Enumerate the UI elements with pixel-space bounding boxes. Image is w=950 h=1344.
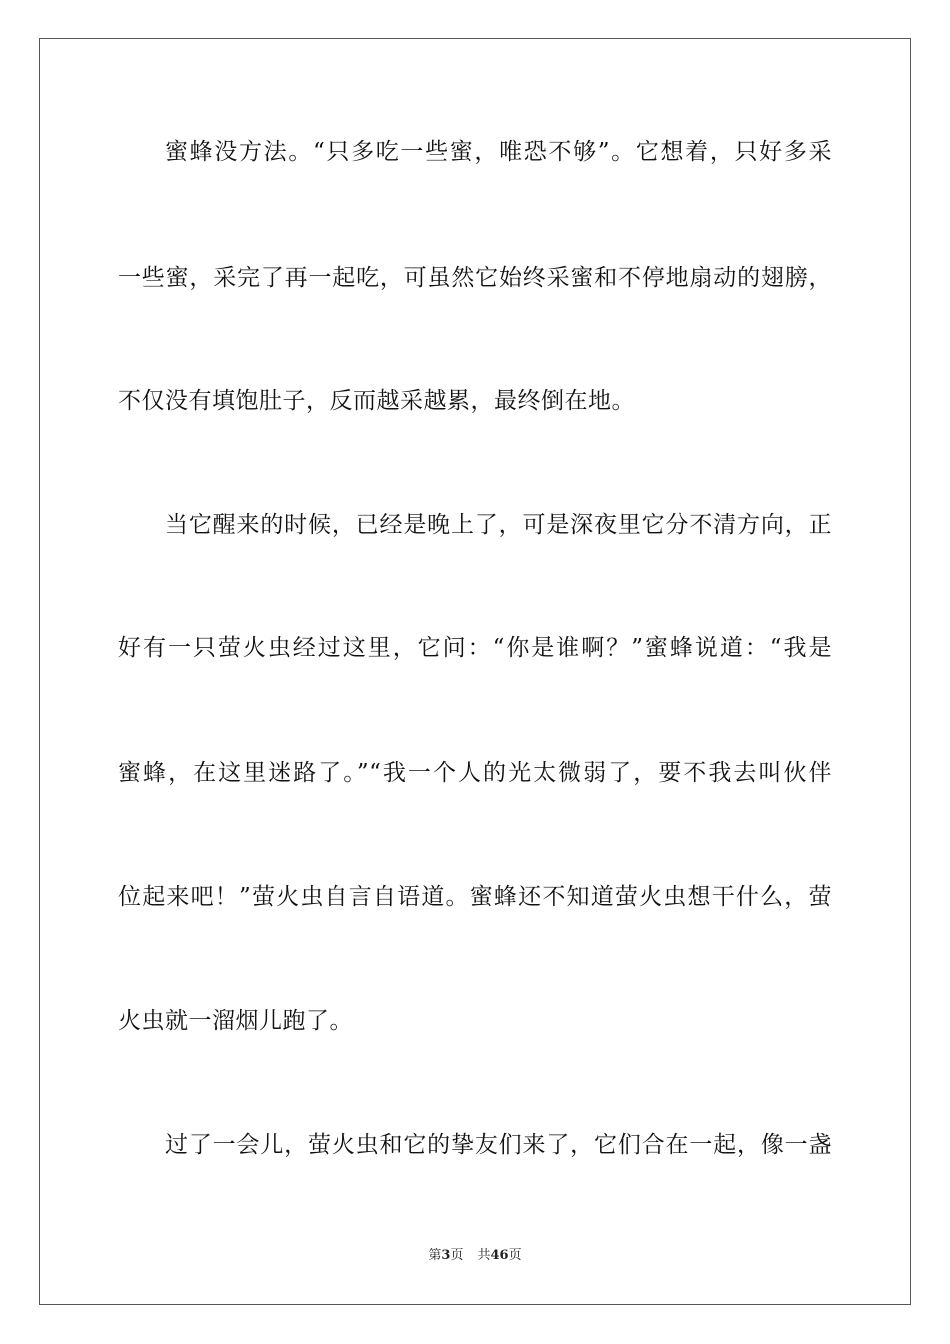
total-prefix: 共 [477,1248,491,1263]
total-suffix: 页 [508,1248,522,1263]
paragraph-1-line-3: 不仅没有填饱肚子，反而越采越累，最终倒在地。 [118,388,635,414]
paragraph-2-line-1: 当它醒来的时候，已经是晚上了，可是深夜里它分不清方向，正 [165,512,832,538]
paragraph-3-line-1: 过了一会儿，萤火虫和它的挚友们来了，它们合在一起，像一盏 [165,1132,832,1158]
paragraph-1-line-2: 一些蜜，采完了再一起吃，可虽然它始终采蜜和不停地扇动的翅膀， [118,265,832,291]
page-border [39,38,911,1305]
paragraph-2-line-3: 蜜蜂，在这里迷路了。”“我一个人的光太微弱了，要不我去叫伙伴 [118,760,832,786]
page-number: 3 [441,1248,451,1263]
total-pages: 46 [490,1248,509,1263]
paragraph-1-line-1: 蜜蜂没方法。“只多吃一些蜜，唯恐不够”。它想着，只好多采 [165,139,832,165]
paragraph-2-line-5: 火虫就一溜烟儿跑了。 [118,1008,353,1034]
page-footer [0,1247,950,1265]
page-prefix: 第 [428,1248,442,1263]
paragraph-2-line-4: 位起来吧！”萤火虫自言自语道。蜜蜂还不知道萤火虫想干什么，萤 [118,884,832,910]
paragraph-2-line-2: 好有一只萤火虫经过这里，它问：“你是谁啊？”蜜蜂说道：“我是 [118,635,832,661]
page-suffix: 页 [450,1248,464,1263]
